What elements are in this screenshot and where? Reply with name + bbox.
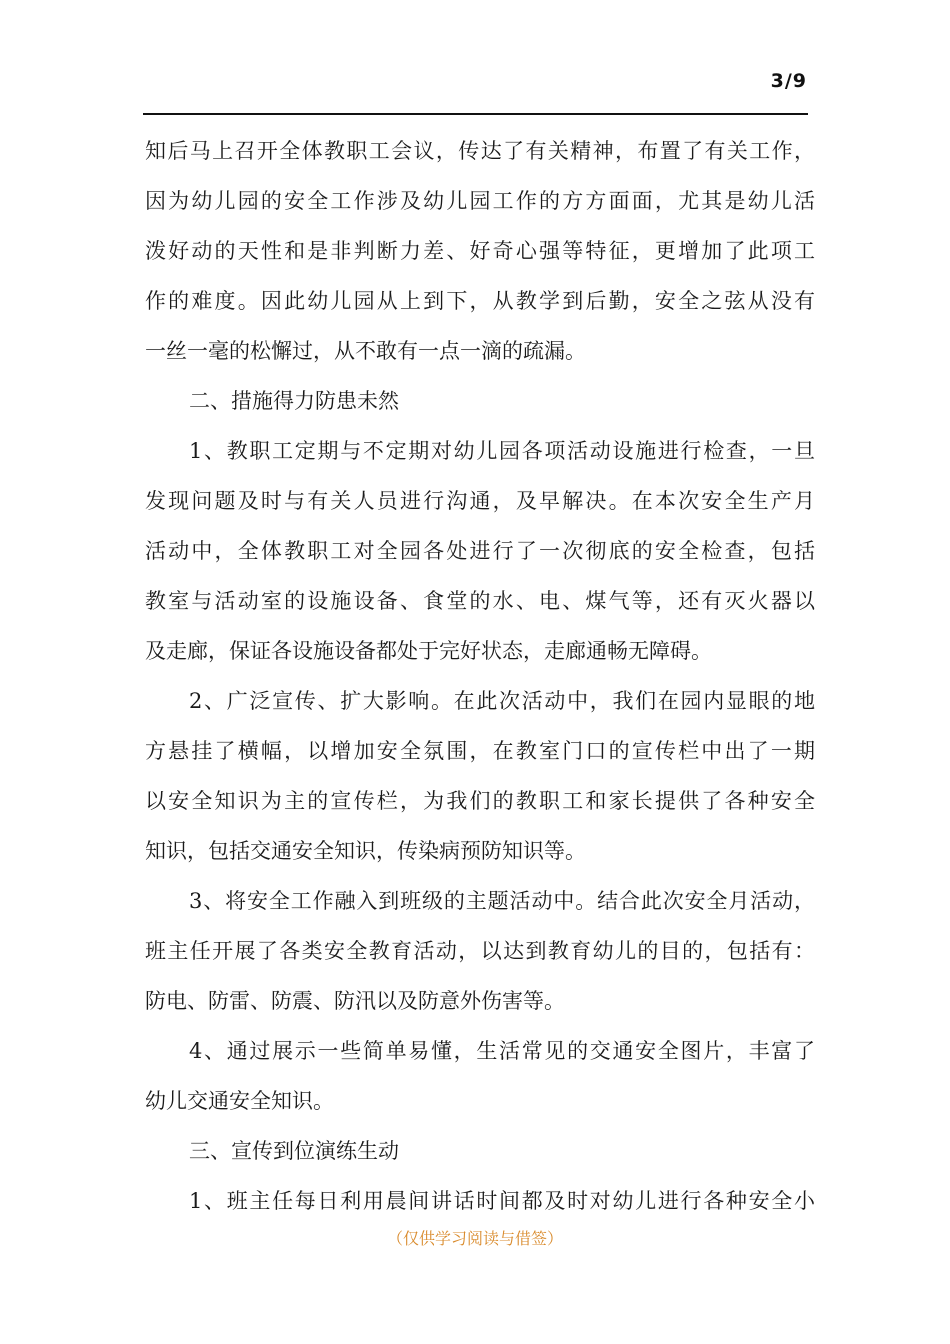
text-line: 二、措施得力防患未然 (189, 389, 399, 413)
text-line: 以安全知识为主的宣传栏，为我们的教职工和家长提供了各种安全 (145, 789, 815, 813)
text-line: 三、宣传到位演练生动 (189, 1139, 399, 1163)
text-line: 作的难度。因此幼儿园从上到下，从教学到后勤，安全之弦从没有 (145, 289, 815, 313)
text-line: 1、教职工定期与不定期对幼儿园各项活动设施进行检查，一旦 (189, 439, 815, 463)
text-line: 知识，包括交通安全知识，传染病预防知识等。 (145, 839, 586, 863)
text-line: 幼儿交通安全知识。 (145, 1089, 334, 1113)
footer-note: （仅供学习阅读与借签） (386, 1229, 563, 1248)
text-line: 活动中，全体教职工对全园各处进行了一次彻底的安全检查，包括 (145, 539, 815, 563)
text-line: 1、班主任每日利用晨间讲话时间都及时对幼儿进行各种安全小 (189, 1189, 815, 1213)
text-line: 防电、防雷、防震、防汛以及防意外伤害等。 (145, 989, 565, 1013)
text-line: 泼好动的天性和是非判断力差、好奇心强等特征，更增加了此项工 (145, 239, 815, 263)
page-number: 3/9 (770, 70, 807, 92)
document-body (145, 126, 815, 1226)
text-line: 2、广泛宣传、扩大影响。在此次活动中，我们在园内显眼的地 (189, 689, 815, 713)
text-line: 4、通过展示一些简单易懂，生活常见的交通安全图片，丰富了 (189, 1039, 815, 1063)
text-line: 方悬挂了横幅，以增加安全氛围，在教室门口的宣传栏中出了一期 (145, 739, 815, 763)
text-line: 知后马上召开全体教职工会议，传达了有关精神，布置了有关工作， (145, 139, 815, 163)
text-line: 教室与活动室的设施设备、食堂的水、电、煤气等，还有灭火器以 (145, 589, 815, 613)
header-divider (143, 113, 808, 115)
text-line: 3、将安全工作融入到班级的主题活动中。结合此次安全月活动， (189, 889, 815, 913)
text-line: 及走廊，保证各设施设备都处于完好状态，走廊通畅无障碍。 (145, 639, 712, 663)
text-line: 因为幼儿园的安全工作涉及幼儿园工作的方方面面，尤其是幼儿活 (145, 189, 815, 213)
text-line: 发现问题及时与有关人员进行沟通，及早解决。在本次安全生产月 (145, 489, 815, 513)
text-line: 班主任开展了各类安全教育活动，以达到教育幼儿的目的，包括有： (145, 939, 815, 963)
text-line: 一丝一毫的松懈过，从不敢有一点一滴的疏漏。 (145, 339, 586, 363)
